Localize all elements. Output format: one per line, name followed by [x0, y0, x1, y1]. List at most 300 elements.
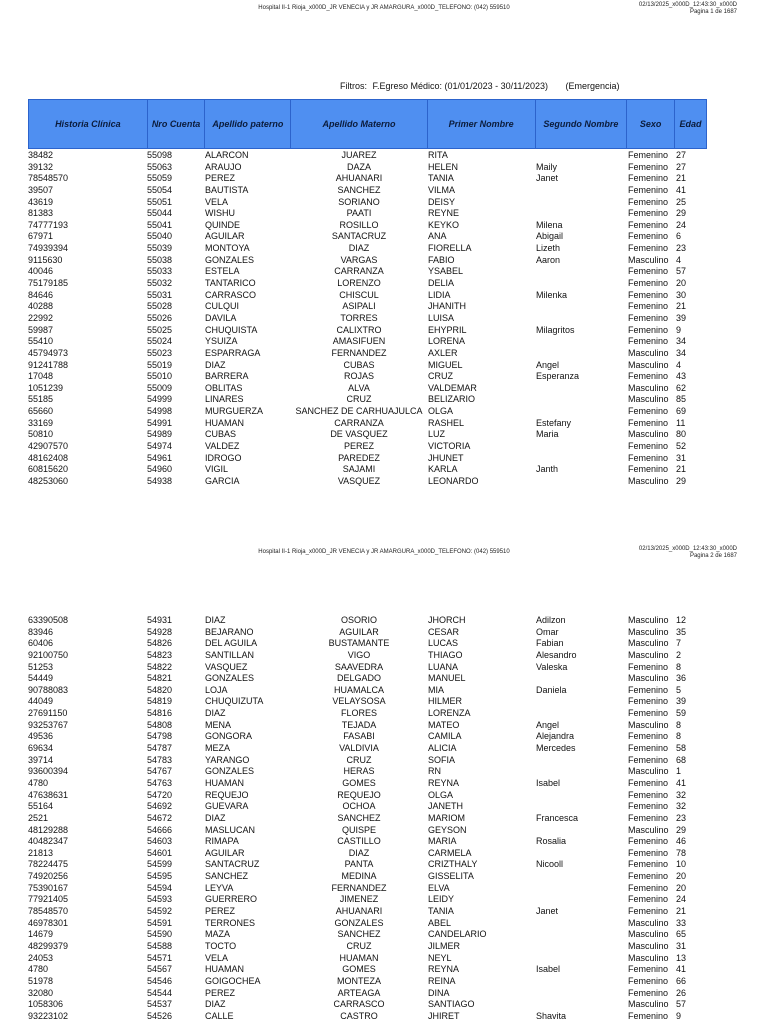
cell-segundo-nombre: Milagritos: [536, 324, 575, 335]
table-row: [0, 662, 768, 674]
cell-sexo: Masculino: [628, 917, 669, 928]
cell-apellido-paterno: PEREZ: [205, 906, 236, 917]
cell-apellido-materno: TORRES: [340, 312, 378, 323]
cell-edad: 8: [676, 661, 682, 672]
cell-sexo: Femenino: [628, 859, 669, 870]
cell-historia-clinica: 2521: [28, 812, 49, 823]
cell-edad: 9: [676, 1010, 682, 1021]
cell-nro-cuenta: 54692: [147, 801, 173, 812]
cell-edad: 6: [676, 231, 682, 242]
cell-edad: 41: [676, 184, 687, 195]
cell-historia-clinica: 39714: [28, 754, 54, 765]
cell-nro-cuenta: 54822: [147, 661, 173, 672]
table-row: [0, 301, 768, 313]
cell-edad: 34: [676, 347, 687, 358]
table-row: [0, 638, 768, 650]
cell-sexo: Femenino: [628, 208, 669, 219]
cell-historia-clinica: 93223102: [28, 1010, 69, 1021]
cell-primer-nombre: FABIO: [428, 254, 455, 265]
cell-primer-nombre: ABEL: [428, 917, 452, 928]
cell-edad: 31: [676, 452, 687, 463]
cell-apellido-materno: CUBAS: [343, 359, 375, 370]
cell-apellido-paterno: MONTOYA: [205, 243, 250, 254]
cell-primer-nombre: RITA: [428, 150, 448, 160]
cell-nro-cuenta: 54546: [147, 975, 173, 986]
cell-primer-nombre: REYNA: [428, 964, 460, 975]
cell-apellido-materno: REQUEJO: [337, 789, 381, 800]
cell-historia-clinica: 81383: [28, 208, 54, 219]
cell-edad: 4: [676, 254, 682, 265]
cell-apellido-materno: AMASIFUEN: [332, 336, 386, 347]
cell-apellido-materno: CARRANZA: [334, 266, 384, 277]
cell-apellido-paterno: DIAZ: [205, 615, 226, 625]
cell-apellido-materno: HERAS: [343, 766, 375, 777]
cell-edad: 5: [676, 684, 682, 695]
cell-historia-clinica: 74939394: [28, 243, 69, 254]
cell-historia-clinica: 38482: [28, 150, 54, 160]
cell-apellido-paterno: CUBAS: [205, 429, 237, 440]
cell-apellido-paterno: CALLE: [205, 1010, 234, 1021]
cell-sexo: Masculino: [628, 429, 669, 440]
cell-apellido-paterno: SANTILLAN: [205, 649, 255, 660]
cell-apellido-materno: DAZA: [346, 161, 371, 172]
cell-sexo: Femenino: [628, 184, 669, 195]
cell-apellido-materno: PEREZ: [343, 441, 374, 452]
cell-segundo-nombre: Mercedes: [536, 743, 576, 754]
cell-nro-cuenta: 54666: [147, 824, 173, 835]
cell-apellido-materno: SAJAMI: [342, 464, 376, 475]
cell-sexo: Femenino: [628, 441, 669, 452]
table-row: [0, 162, 768, 174]
table-row: [0, 766, 768, 778]
cell-apellido-paterno: IDROGO: [205, 452, 242, 463]
cell-segundo-nombre: Aaron: [536, 254, 561, 265]
table-row: [0, 755, 768, 767]
cell-historia-clinica: 14679: [28, 929, 54, 940]
cell-primer-nombre: MIGUEL: [428, 359, 463, 370]
cell-nro-cuenta: 54595: [147, 871, 173, 882]
table-row: [0, 441, 768, 453]
cell-apellido-paterno: PEREZ: [205, 987, 236, 998]
cell-nro-cuenta: 54938: [147, 475, 173, 486]
cell-edad: 26: [676, 987, 687, 998]
table-row: [0, 476, 768, 488]
cell-sexo: Femenino: [628, 812, 669, 823]
cell-apellido-materno: PAREDEZ: [338, 452, 380, 463]
cell-segundo-nombre: Isabel: [536, 777, 561, 788]
cell-segundo-nombre: Alesandro: [536, 649, 577, 660]
cell-edad: 65: [676, 929, 687, 940]
cell-apellido-materno: SANCHEZ: [337, 184, 381, 195]
page-header-2: [0, 544, 768, 568]
cell-sexo: Femenino: [628, 964, 669, 975]
cell-sexo: Femenino: [628, 289, 669, 300]
cell-primer-nombre: LUANA: [428, 661, 459, 672]
col-sexo: Sexo: [627, 100, 675, 148]
cell-apellido-materno: ALVA: [348, 382, 370, 393]
table-row: [0, 220, 768, 232]
cell-edad: 21: [676, 906, 687, 917]
cell-sexo: Femenino: [628, 906, 669, 917]
cell-edad: 57: [676, 266, 687, 277]
cell-apellido-materno: CARRANZA: [334, 417, 384, 428]
table-row: [0, 348, 768, 360]
cell-nro-cuenta: 54820: [147, 684, 173, 695]
cell-apellido-paterno: OBLITAS: [205, 382, 243, 393]
page-header-1: [0, 0, 768, 24]
cell-sexo: Masculino: [628, 359, 669, 370]
cell-segundo-nombre: Maria: [536, 429, 559, 440]
report-datetime: [639, 2, 737, 16]
table-row: [0, 429, 768, 441]
cell-primer-nombre: HILMER: [428, 696, 463, 707]
cell-nro-cuenta: 54999: [147, 394, 173, 405]
cell-historia-clinica: 22992: [28, 312, 54, 323]
cell-historia-clinica: 83946: [28, 626, 54, 637]
cell-segundo-nombre: Esperanza: [536, 371, 580, 382]
cell-primer-nombre: REINA: [428, 975, 456, 986]
cell-apellido-paterno: DIAZ: [205, 812, 226, 823]
cell-nro-cuenta: 54821: [147, 673, 173, 684]
cell-sexo: Masculino: [628, 999, 669, 1010]
cell-historia-clinica: 60406: [28, 638, 54, 649]
cell-edad: 23: [676, 812, 687, 823]
cell-apellido-paterno: BEJARANO: [205, 626, 254, 637]
table-row: [0, 801, 768, 813]
cell-primer-nombre: RASHEL: [428, 417, 465, 428]
table-row: [0, 790, 768, 802]
cell-historia-clinica: 91241788: [28, 359, 69, 370]
cell-nro-cuenta: 54823: [147, 649, 173, 660]
cell-sexo: Masculino: [628, 649, 669, 660]
cell-apellido-paterno: HUAMAN: [205, 964, 245, 975]
table-row: [0, 720, 768, 732]
table-row: [0, 859, 768, 871]
table-row: [0, 208, 768, 220]
cell-historia-clinica: 45794973: [28, 347, 69, 358]
cell-edad: 13: [676, 952, 687, 963]
cell-apellido-paterno: GONZALES: [205, 673, 255, 684]
cell-apellido-paterno: AGUILAR: [205, 231, 245, 242]
cell-sexo: Masculino: [628, 952, 669, 963]
cell-historia-clinica: 9115630: [28, 254, 63, 265]
table-row: [0, 743, 768, 755]
table-row: [0, 778, 768, 790]
cell-primer-nombre: ANA: [428, 231, 447, 242]
cell-segundo-nombre: Shavita: [536, 1010, 567, 1021]
cell-apellido-materno: JIMENEZ: [339, 894, 379, 905]
cell-primer-nombre: CANDELARIO: [428, 929, 487, 940]
cell-edad: 30: [676, 289, 687, 300]
cell-apellido-paterno: HUAMAN: [205, 777, 245, 788]
cell-nro-cuenta: 55051: [147, 196, 173, 207]
cell-apellido-paterno: GONGORA: [205, 731, 253, 742]
cell-primer-nombre: KEYKO: [428, 219, 460, 230]
cell-segundo-nombre: Milenka: [536, 289, 568, 300]
cell-apellido-paterno: CULQUI: [205, 301, 240, 312]
cell-apellido-paterno: BAUTISTA: [205, 184, 249, 195]
cell-apellido-paterno: GONZALES: [205, 254, 255, 265]
cell-historia-clinica: 33169: [28, 417, 54, 428]
cell-segundo-nombre: Rosalia: [536, 836, 567, 847]
cell-nro-cuenta: 54544: [147, 987, 173, 998]
cell-nro-cuenta: 55054: [147, 184, 173, 195]
cell-apellido-materno: DIAZ: [348, 847, 370, 858]
cell-edad: 23: [676, 243, 687, 254]
cell-apellido-materno: AHUANARI: [335, 173, 383, 184]
table-row: [0, 871, 768, 883]
filters-mode: (Emergencia): [565, 81, 620, 91]
table-row: [0, 685, 768, 697]
cell-historia-clinica: 90788083: [28, 684, 69, 695]
cell-nro-cuenta: 54767: [147, 766, 173, 777]
cell-apellido-materno: FERNANDEZ: [331, 347, 387, 358]
cell-historia-clinica: 47638631: [28, 789, 69, 800]
cell-historia-clinica: 55164: [28, 801, 54, 812]
cell-nro-cuenta: 54783: [147, 754, 173, 765]
cell-nro-cuenta: 55024: [147, 336, 173, 347]
cell-nro-cuenta: 55059: [147, 173, 173, 184]
cell-historia-clinica: 77921405: [28, 894, 69, 905]
cell-sexo: Femenino: [628, 661, 669, 672]
cell-apellido-paterno: MEZA: [205, 743, 231, 754]
cell-nro-cuenta: 54526: [147, 1010, 173, 1021]
cell-nro-cuenta: 54593: [147, 894, 173, 905]
filters-range: F.Egreso Médico: (01/01/2023 - 30/11/2023): [372, 81, 548, 91]
table-row: [0, 708, 768, 720]
cell-nro-cuenta: 54591: [147, 917, 173, 928]
cell-edad: 11: [676, 417, 686, 428]
cell-edad: 58: [676, 743, 687, 754]
table-row: [0, 464, 768, 476]
cell-primer-nombre: MARIOM: [428, 812, 465, 823]
cell-historia-clinica: 92100750: [28, 649, 69, 660]
cell-sexo: Masculino: [628, 719, 669, 730]
cell-edad: 36: [676, 673, 687, 684]
cell-sexo: Femenino: [628, 696, 669, 707]
cell-edad: 29: [676, 824, 687, 835]
hospital-info: Hospital II-1 Rioja_x000D_JR VENECIA y JR AMARGURA_x000D_TELEFONO: (042) 559510: [258, 549, 510, 555]
cell-nro-cuenta: 54989: [147, 429, 173, 440]
cell-sexo: Femenino: [628, 464, 669, 475]
cell-historia-clinica: 84646: [28, 289, 54, 300]
cell-primer-nombre: GISSELITA: [428, 871, 474, 882]
table-body-page-2: [0, 615, 768, 1022]
table-row: [0, 906, 768, 918]
cell-apellido-paterno: HUAMAN: [205, 417, 245, 428]
table-row: [0, 173, 768, 185]
cell-historia-clinica: 74777193: [28, 219, 69, 230]
cell-edad: 32: [676, 801, 687, 812]
table-row: [0, 255, 768, 267]
cell-primer-nombre: VILMA: [428, 184, 456, 195]
cell-segundo-nombre: Valeska: [536, 661, 568, 672]
cell-primer-nombre: JHORCH: [428, 615, 466, 625]
cell-apellido-paterno: REQUEJO: [205, 789, 249, 800]
cell-apellido-materno: MEDINA: [341, 871, 377, 882]
cell-edad: 21: [676, 464, 687, 475]
cell-sexo: Femenino: [628, 987, 669, 998]
cell-primer-nombre: OLGA: [428, 789, 454, 800]
cell-apellido-paterno: WISHU: [205, 208, 235, 219]
cell-primer-nombre: JHANITH: [428, 301, 466, 312]
cell-sexo: Femenino: [628, 150, 669, 160]
cell-apellido-paterno: DAVILA: [205, 312, 237, 323]
cell-apellido-materno: CRUZ: [346, 940, 372, 951]
table-row: [0, 383, 768, 395]
cell-edad: 21: [676, 301, 687, 312]
cell-edad: 62: [676, 382, 687, 393]
cell-edad: 57: [676, 999, 687, 1010]
cell-primer-nombre: BELIZARIO: [428, 394, 476, 405]
cell-historia-clinica: 24053: [28, 952, 54, 963]
cell-apellido-paterno: CHUQUIZUTA: [205, 696, 264, 707]
table-row: [0, 197, 768, 209]
cell-edad: 9: [676, 324, 682, 335]
cell-nro-cuenta: 54590: [147, 929, 173, 940]
cell-apellido-materno: DE VASQUEZ: [330, 429, 388, 440]
cell-primer-nombre: RN: [428, 766, 441, 777]
cell-historia-clinica: 40046: [28, 266, 54, 277]
cell-apellido-materno: SAAVEDRA: [334, 661, 384, 672]
col-historia-clinica: Historia Clínica: [29, 100, 148, 148]
cell-nro-cuenta: 54931: [147, 615, 173, 625]
table-row: [0, 941, 768, 953]
cell-apellido-materno: GOMES: [342, 777, 376, 788]
cell-primer-nombre: JANETH: [428, 801, 464, 812]
cell-sexo: Femenino: [628, 777, 669, 788]
cell-primer-nombre: VALDEMAR: [428, 382, 477, 393]
cell-nro-cuenta: 54537: [147, 999, 173, 1010]
cell-primer-nombre: DELIA: [428, 278, 455, 289]
cell-apellido-paterno: TERRONES: [205, 917, 256, 928]
cell-nro-cuenta: 55040: [147, 231, 173, 242]
cell-apellido-paterno: VIGIL: [205, 464, 229, 475]
cell-primer-nombre: JHUNET: [428, 452, 464, 463]
cell-sexo: Femenino: [628, 731, 669, 742]
cell-nro-cuenta: 54808: [147, 719, 173, 730]
cell-sexo: Femenino: [628, 173, 669, 184]
cell-apellido-materno: OCHOA: [342, 801, 376, 812]
cell-apellido-materno: VARGAS: [340, 254, 378, 265]
cell-sexo: Masculino: [628, 347, 669, 358]
cell-primer-nombre: ALICIA: [428, 743, 457, 754]
table-row: [0, 731, 768, 743]
cell-edad: 2: [676, 649, 682, 660]
cell-primer-nombre: SOFIA: [428, 754, 456, 765]
cell-apellido-materno: CASTRO: [340, 1010, 378, 1021]
table-row: [0, 231, 768, 243]
cell-segundo-nombre: Alejandra: [536, 731, 575, 742]
table-header: [28, 99, 707, 149]
cell-historia-clinica: 75390167: [28, 882, 69, 893]
cell-historia-clinica: 40288: [28, 301, 54, 312]
cell-apellido-materno: ROSILLO: [339, 219, 379, 230]
cell-historia-clinica: 63390508: [28, 615, 69, 625]
cell-apellido-materno: TEJADA: [341, 719, 377, 730]
cell-apellido-materno: SORIANO: [338, 196, 380, 207]
cell-segundo-nombre: Angel: [536, 359, 560, 370]
cell-historia-clinica: 78224475: [28, 859, 69, 870]
table-row: [0, 883, 768, 895]
cell-nro-cuenta: 54991: [147, 417, 173, 428]
cell-sexo: Femenino: [628, 336, 669, 347]
col-apellido-materno: Apellido Materno: [291, 100, 428, 148]
cell-segundo-nombre: Janth: [536, 464, 559, 475]
cell-nro-cuenta: 55023: [147, 347, 173, 358]
cell-apellido-materno: HUAMALCA: [333, 684, 384, 695]
cell-apellido-paterno: MAZA: [205, 929, 231, 940]
cell-apellido-paterno: GONZALES: [205, 766, 255, 777]
cell-historia-clinica: 48162408: [28, 452, 69, 463]
cell-sexo: Femenino: [628, 754, 669, 765]
cell-nro-cuenta: 54998: [147, 406, 173, 417]
table-row: [0, 371, 768, 383]
cell-apellido-paterno: LINARES: [205, 394, 244, 405]
cell-apellido-paterno: VALDEZ: [205, 441, 240, 452]
table-row: [0, 325, 768, 337]
cell-sexo: Femenino: [628, 417, 669, 428]
cell-edad: 27: [676, 161, 687, 172]
cell-apellido-paterno: TOCTO: [205, 940, 237, 951]
cell-apellido-materno: ASIPALI: [342, 301, 376, 312]
cell-primer-nombre: HELEN: [428, 161, 459, 172]
cell-sexo: Femenino: [628, 243, 669, 254]
cell-historia-clinica: 55410: [28, 336, 54, 347]
cell-apellido-materno: VELAYSOSA: [332, 696, 386, 707]
cell-apellido-materno: SANCHEZ DE CARHUAJULCA: [295, 406, 423, 417]
cell-nro-cuenta: 54567: [147, 964, 173, 975]
cell-nro-cuenta: 54592: [147, 906, 173, 917]
cell-sexo: Masculino: [628, 929, 669, 940]
table-row: [0, 929, 768, 941]
table-row: [0, 953, 768, 965]
col-segundo-nombre: Segundo Nombre: [536, 100, 628, 148]
filters-label: Filtros:: [340, 81, 367, 91]
datetime-text: 02/13/2025_x000D_12:43:30_x000D: [638, 2, 737, 8]
cell-historia-clinica: 78548570: [28, 173, 69, 184]
cell-apellido-paterno: YARANGO: [205, 754, 250, 765]
cell-historia-clinica: 4780: [28, 964, 49, 975]
cell-segundo-nombre: Janet: [536, 173, 559, 184]
cell-edad: 35: [676, 626, 687, 637]
cell-primer-nombre: CRUZ: [428, 371, 453, 382]
cell-nro-cuenta: 54787: [147, 743, 173, 754]
cell-edad: 32: [676, 789, 687, 800]
cell-nro-cuenta: 54826: [147, 638, 173, 649]
cell-segundo-nombre: Francesca: [536, 812, 579, 823]
cell-segundo-nombre: Milena: [536, 219, 563, 230]
page-number: Pagina 2 de 1687: [689, 553, 737, 559]
cell-primer-nombre: LORENA: [428, 336, 466, 347]
table-row: [0, 964, 768, 976]
cell-primer-nombre: YSABEL: [428, 266, 464, 277]
cell-edad: 78: [676, 847, 687, 858]
cell-sexo: Femenino: [628, 789, 669, 800]
cell-nro-cuenta: 54594: [147, 882, 173, 893]
cell-edad: 12: [676, 615, 687, 625]
cell-nro-cuenta: 55031: [147, 289, 173, 300]
cell-primer-nombre: DINA: [428, 987, 450, 998]
cell-segundo-nombre: Angel: [536, 719, 560, 730]
cell-sexo: Femenino: [628, 196, 669, 207]
cell-apellido-paterno: GUEVARA: [205, 801, 249, 812]
cell-nro-cuenta: 54960: [147, 464, 173, 475]
cell-historia-clinica: 21813: [28, 847, 54, 858]
cell-edad: 66: [676, 975, 687, 986]
cell-primer-nombre: REYNE: [428, 208, 460, 219]
cell-nro-cuenta: 55032: [147, 278, 173, 289]
